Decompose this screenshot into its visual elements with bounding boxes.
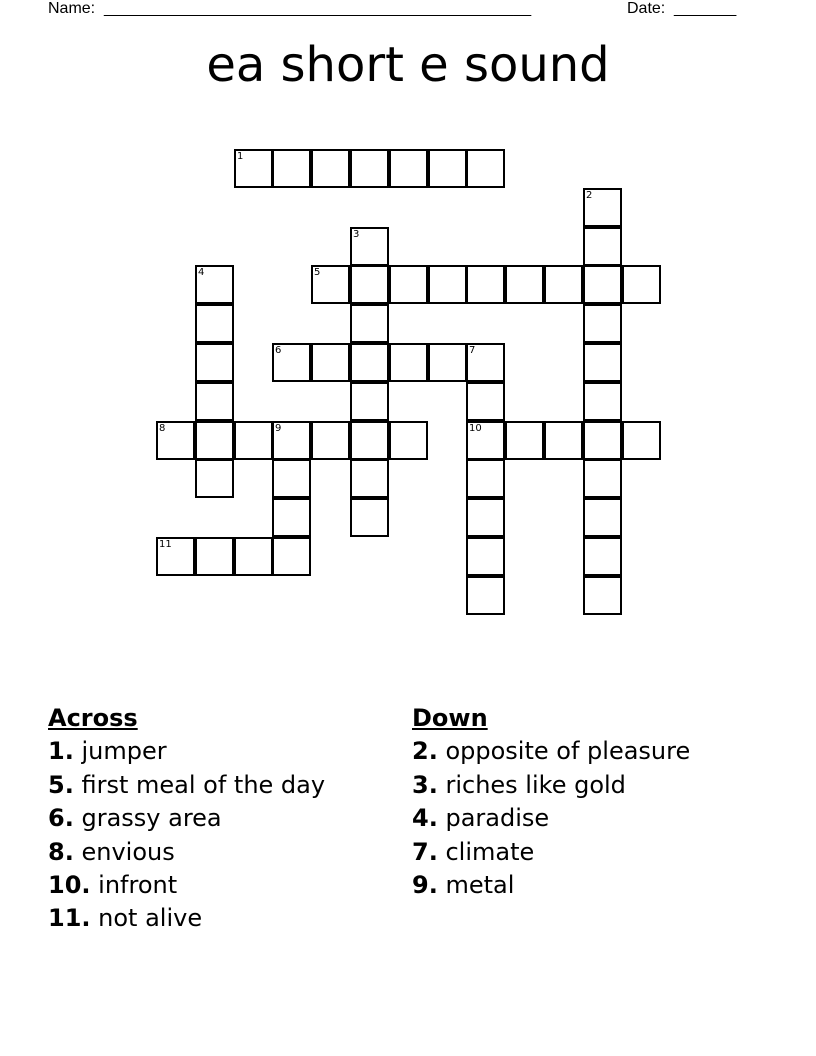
- clue-number: 6.: [48, 804, 74, 833]
- clue-text: jumper: [81, 737, 167, 766]
- crossword-cell[interactable]: [389, 421, 428, 460]
- crossword-cell[interactable]: [505, 421, 544, 460]
- crossword-cell[interactable]: [195, 304, 234, 343]
- crossword-cell[interactable]: [583, 459, 622, 498]
- across-clues: [48, 702, 325, 936]
- clue-text: climate: [445, 837, 535, 866]
- crossword-cell[interactable]: [389, 265, 428, 304]
- cell-number: 2: [586, 190, 593, 201]
- crossword-cell[interactable]: [466, 343, 505, 382]
- crossword-cell[interactable]: [389, 149, 428, 188]
- clue-number: 3.: [412, 770, 438, 799]
- page-title: ea short e sound: [206, 37, 610, 93]
- crossword-cell[interactable]: [350, 149, 389, 188]
- crossword-cell[interactable]: [583, 421, 622, 460]
- crossword-cell[interactable]: [505, 265, 544, 304]
- clue-number: 10.: [48, 871, 91, 900]
- crossword-cell[interactable]: [350, 265, 389, 304]
- clue-number: 11.: [48, 904, 91, 933]
- across-clue: [48, 735, 325, 768]
- crossword-cell[interactable]: [544, 421, 583, 460]
- name-label: Name:: [48, 0, 96, 17]
- cell-number: 9: [275, 423, 282, 434]
- cell-number: 10: [469, 423, 482, 434]
- crossword-cell[interactable]: [234, 149, 273, 188]
- crossword-cell[interactable]: [272, 498, 311, 537]
- name-blank-line: ________________________________________________: [104, 0, 532, 17]
- down-clue: [412, 836, 690, 869]
- across-clue: [48, 769, 325, 802]
- cell-number: 1: [237, 151, 244, 162]
- across-clue: [48, 869, 325, 902]
- crossword-cell[interactable]: [272, 421, 311, 460]
- across-clue: [48, 802, 325, 835]
- down-clue: [412, 735, 690, 768]
- clue-text: riches like gold: [445, 770, 626, 799]
- down-clue: [412, 869, 690, 902]
- clue-number: 5.: [48, 770, 74, 799]
- clue-number: 2.: [412, 737, 438, 766]
- cell-number: 8: [159, 423, 166, 434]
- crossword-cell[interactable]: [466, 149, 505, 188]
- crossword-cell[interactable]: [428, 343, 467, 382]
- clue-number: 1.: [48, 737, 74, 766]
- crossword-cell[interactable]: [234, 421, 273, 460]
- cell-number: 7: [469, 345, 476, 356]
- crossword-cell[interactable]: [156, 421, 195, 460]
- crossword-cell[interactable]: [583, 188, 622, 227]
- crossword-cell[interactable]: [311, 421, 350, 460]
- crossword-cell[interactable]: [583, 498, 622, 537]
- crossword-cell[interactable]: [350, 382, 389, 421]
- across-clue: [48, 902, 325, 935]
- crossword-cell[interactable]: [583, 227, 622, 266]
- down-clue: [412, 769, 690, 802]
- crossword-cell[interactable]: [466, 459, 505, 498]
- clue-text: metal: [445, 871, 515, 900]
- crossword-cell[interactable]: [195, 421, 234, 460]
- crossword-cell[interactable]: [350, 227, 389, 266]
- crossword-cell[interactable]: [350, 498, 389, 537]
- crossword-cell[interactable]: [428, 149, 467, 188]
- crossword-cell[interactable]: [195, 343, 234, 382]
- clue-text: infront: [98, 871, 178, 900]
- down-clue: [412, 802, 690, 835]
- crossword-cell[interactable]: [466, 498, 505, 537]
- crossword-cell[interactable]: [350, 421, 389, 460]
- crossword-cell[interactable]: [311, 343, 350, 382]
- date-label: Date:: [627, 0, 666, 17]
- crossword-cell[interactable]: [156, 537, 195, 576]
- crossword-cell[interactable]: [272, 149, 311, 188]
- across-heading: Across: [48, 704, 138, 732]
- crossword-cell[interactable]: [583, 304, 622, 343]
- crossword-cell[interactable]: [350, 304, 389, 343]
- crossword-cell[interactable]: [583, 537, 622, 576]
- crossword-cell[interactable]: [466, 537, 505, 576]
- cell-number: 5: [314, 267, 321, 278]
- crossword-cell[interactable]: [583, 576, 622, 615]
- crossword-cell[interactable]: [350, 343, 389, 382]
- crossword-cell[interactable]: [195, 265, 234, 304]
- cell-number: 3: [353, 229, 360, 240]
- crossword-cell[interactable]: [272, 459, 311, 498]
- clue-text: paradise: [445, 804, 550, 833]
- crossword-cell[interactable]: [428, 265, 467, 304]
- crossword-cell[interactable]: [583, 265, 622, 304]
- clue-number: 9.: [412, 871, 438, 900]
- crossword-cell[interactable]: [389, 343, 428, 382]
- clue-text: first meal of the day: [81, 770, 326, 799]
- clue-number: 4.: [412, 804, 438, 833]
- crossword-cell[interactable]: [272, 343, 311, 382]
- clue-number: 8.: [48, 837, 74, 866]
- crossword-cell[interactable]: [466, 421, 505, 460]
- down-heading: Down: [412, 704, 488, 732]
- clue-text: opposite of pleasure: [445, 737, 691, 766]
- clue-text: not alive: [98, 904, 203, 933]
- clue-number: 7.: [412, 837, 438, 866]
- cell-number: 6: [275, 345, 282, 356]
- crossword-cell[interactable]: [544, 265, 583, 304]
- crossword-cell[interactable]: [195, 537, 234, 576]
- crossword-cell[interactable]: [311, 149, 350, 188]
- crossword-cell[interactable]: [272, 537, 311, 576]
- crossword-cell[interactable]: [195, 459, 234, 498]
- cell-number: 4: [198, 267, 205, 278]
- date-blank-line: _______: [674, 0, 737, 17]
- crossword-cell[interactable]: [195, 382, 234, 421]
- crossword-cell[interactable]: [234, 537, 273, 576]
- clue-text: envious: [81, 837, 175, 866]
- crossword-cell[interactable]: [466, 265, 505, 304]
- crossword-cell[interactable]: [622, 265, 661, 304]
- crossword-cell[interactable]: [350, 459, 389, 498]
- clue-text: grassy area: [81, 804, 222, 833]
- crossword-cell[interactable]: [583, 343, 622, 382]
- across-clue: [48, 836, 325, 869]
- cell-number: 11: [159, 539, 172, 550]
- down-clues: [412, 702, 690, 902]
- crossword-cell[interactable]: [466, 382, 505, 421]
- crossword-cell[interactable]: [311, 265, 350, 304]
- crossword-cell[interactable]: [622, 421, 661, 460]
- crossword-cell[interactable]: [466, 576, 505, 615]
- crossword-cell[interactable]: [583, 382, 622, 421]
